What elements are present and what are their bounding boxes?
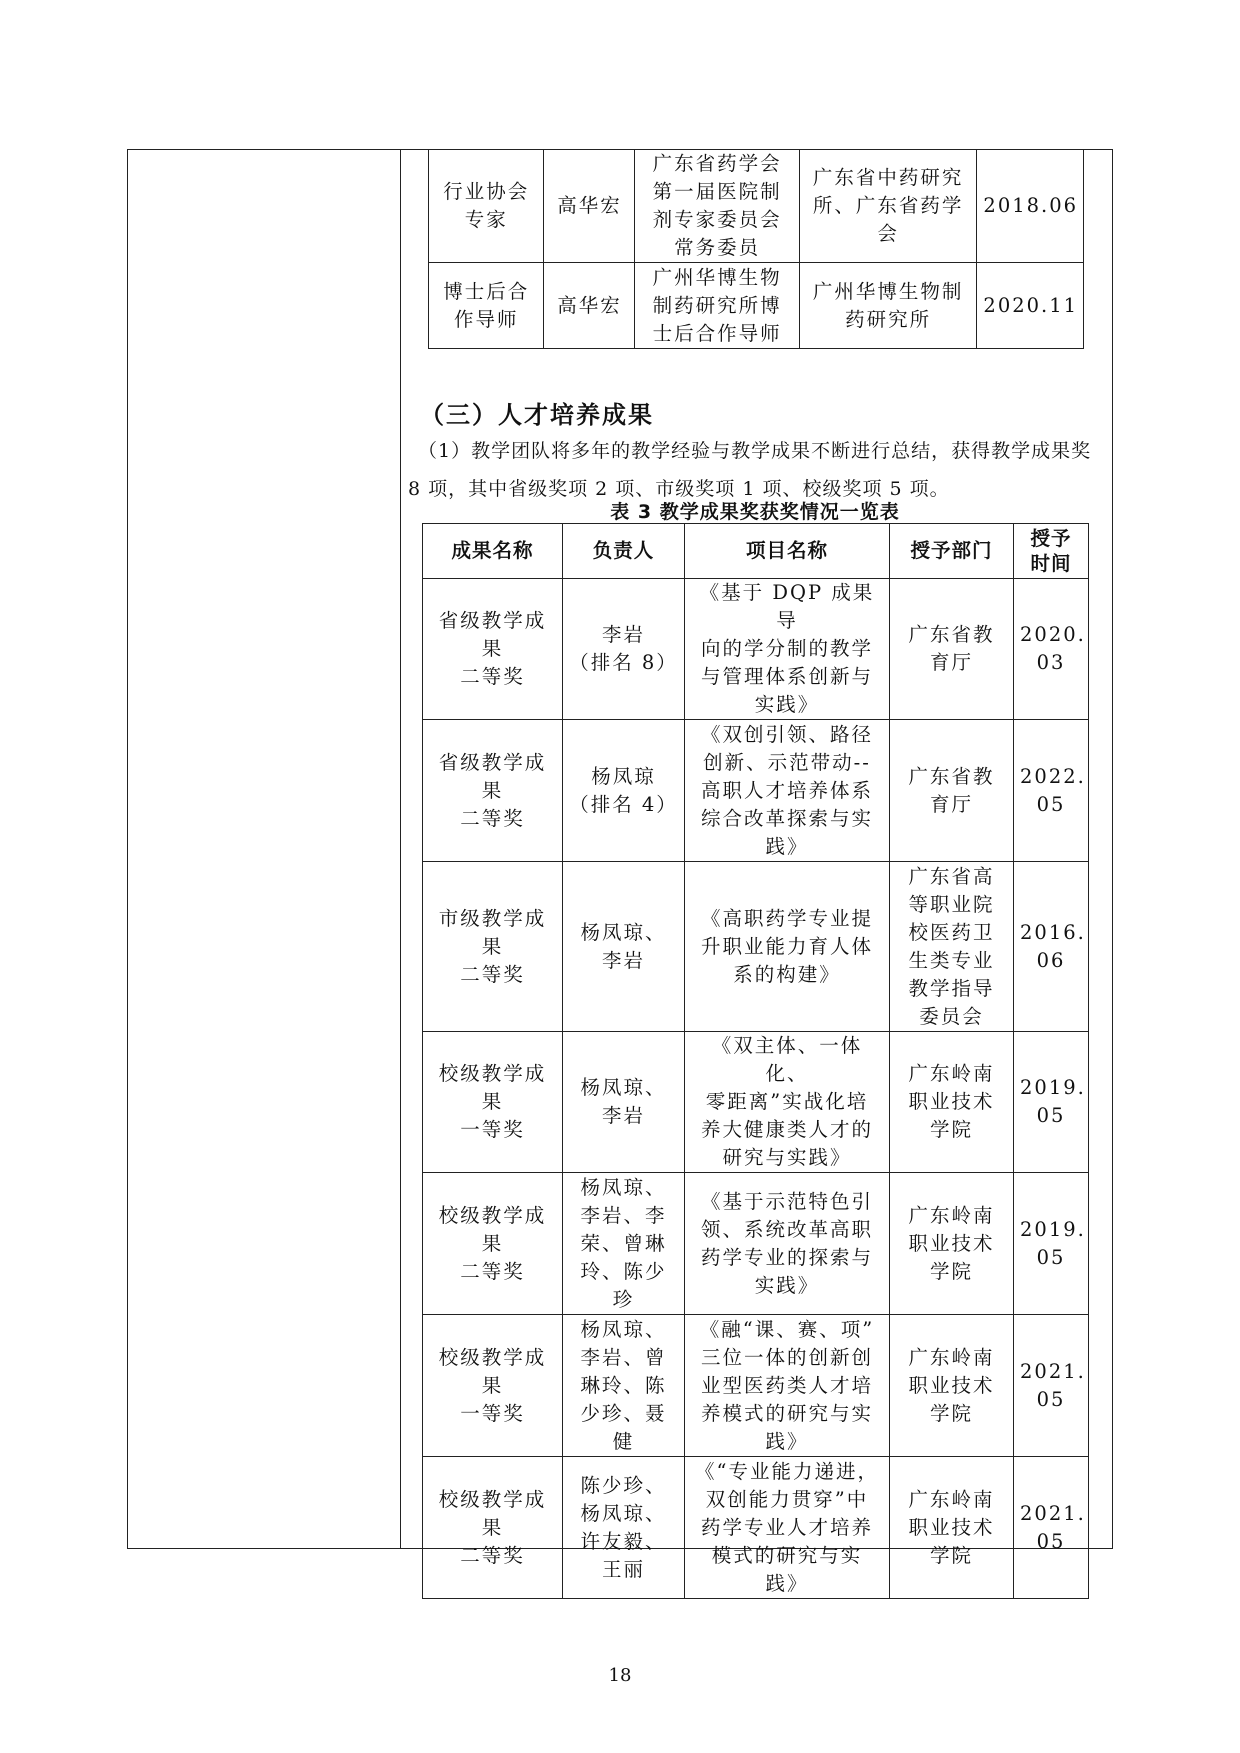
table-row xyxy=(423,1457,1089,1599)
award-cell: 市级教学成 果 二等奖 xyxy=(423,862,563,1032)
table-caption: 表 3 教学成果奖获奖情况一览表 xyxy=(610,501,900,523)
teaching-award-table xyxy=(422,523,1089,1599)
leader-cell: 杨凤琼、 李岩、曾 琳玲、陈 少珍、聂 健 xyxy=(563,1315,685,1457)
title-cell: 广州华博生物 制药研究所博 士后合作导师 xyxy=(635,263,799,349)
org-cell: 广州华博生物制 药研究所 xyxy=(799,263,977,349)
dept-cell: 广东省高 等职业院 校医药卫 生类专业 教学指导 委员会 xyxy=(890,862,1014,1032)
date-cell: 2019. 05 xyxy=(1014,1032,1089,1173)
project-cell: 《“专业能力递进， 双创能力贯穿”中 药学专业人才培养 模式的研究与实 践》 xyxy=(685,1457,890,1599)
award-cell: 校级教学成 果 一等奖 xyxy=(423,1315,563,1457)
date-cell: 2018.06 xyxy=(977,150,1084,263)
date-cell: 2020. 03 xyxy=(1014,579,1089,720)
award-cell: 省级教学成 果 二等奖 xyxy=(423,579,563,720)
org-cell: 广东省中药研究 所、广东省药学 会 xyxy=(799,150,977,263)
dept-cell: 广东岭南 职业技术 学院 xyxy=(890,1032,1014,1173)
date-cell: 2020.11 xyxy=(977,263,1084,349)
leader-cell: 杨凤琼、 李岩 xyxy=(563,862,685,1032)
header-leader: 负责人 xyxy=(563,524,685,579)
table-row xyxy=(429,263,1084,349)
dept-cell: 广东岭南 职业技术 学院 xyxy=(890,1457,1014,1599)
expert-role-table xyxy=(428,149,1084,349)
leader-cell: 杨凤琼、 李岩、李 荣、曾琳 玲、陈少 珍 xyxy=(563,1173,685,1315)
table-row xyxy=(423,1173,1089,1315)
project-cell: 《基于示范特色引 领、系统改革高职 药学专业的探索与 实践》 xyxy=(685,1173,890,1315)
date-cell: 2021. 05 xyxy=(1014,1457,1089,1599)
name-cell: 高华宏 xyxy=(544,263,635,349)
title-cell: 广东省药学会 第一届医院制 剂专家委员会 常务委员 xyxy=(635,150,799,263)
project-cell: 《双创引领、路径 创新、示范带动-- 高职人才培养体系 综合改革探索与实 践》 xyxy=(685,720,890,862)
table-header-row xyxy=(423,524,1089,579)
summary-paragraph: （1）教学团队将多年的教学经验与教学成果不断进行总结，获得教学成果奖 8 项，其中省级奖项 2 项、市级奖项 1 项、校级奖项 5 项。 xyxy=(408,440,1092,500)
dept-cell: 广东省教 育厅 xyxy=(890,579,1014,720)
role-cell: 行业协会 专家 xyxy=(429,150,544,263)
column-divider xyxy=(400,149,401,1549)
table-row xyxy=(423,720,1089,862)
table-row xyxy=(423,579,1089,720)
header-award-name: 成果名称 xyxy=(423,524,563,579)
project-cell: 《融“课、赛、项” 三位一体的创新创 业型医药类人才培 养模式的研究与实 践》 xyxy=(685,1315,890,1457)
date-cell: 2019. 05 xyxy=(1014,1173,1089,1315)
header-granting-dept: 授予部门 xyxy=(890,524,1014,579)
award-cell: 校级教学成 果 一等奖 xyxy=(423,1032,563,1173)
date-cell: 2016. 06 xyxy=(1014,862,1089,1032)
project-cell: 《双主体、一体化、 零距离”实战化培 养大健康类人才的 研究与实践》 xyxy=(685,1032,890,1173)
leader-cell: 陈少珍、 杨凤琼、 许友毅、 王丽 xyxy=(563,1457,685,1599)
table-row xyxy=(423,1315,1089,1457)
date-cell: 2021. 05 xyxy=(1014,1315,1089,1457)
dept-cell: 广东岭南 职业技术 学院 xyxy=(890,1315,1014,1457)
table-row xyxy=(423,1032,1089,1173)
leader-cell: 杨凤琼、 李岩 xyxy=(563,1032,685,1173)
award-cell: 省级教学成 果 二等奖 xyxy=(423,720,563,862)
header-project-name: 项目名称 xyxy=(685,524,890,579)
award-cell: 校级教学成 果 二等奖 xyxy=(423,1457,563,1599)
header-grant-date: 授予 时间 xyxy=(1014,524,1089,579)
table-row xyxy=(423,862,1089,1032)
date-cell: 2022. 05 xyxy=(1014,720,1089,862)
award-cell: 校级教学成 果 二等奖 xyxy=(423,1173,563,1315)
project-cell: 《基于 DQP 成果导 向的学分制的教学 与管理体系创新与 实践》 xyxy=(685,579,890,720)
table-row xyxy=(429,150,1084,263)
leader-cell: 杨凤琼 （排名 4） xyxy=(563,720,685,862)
dept-cell: 广东省教 育厅 xyxy=(890,720,1014,862)
project-cell: 《高职药学专业提 升职业能力育人体 系的构建》 xyxy=(685,862,890,1032)
role-cell: 博士后合 作导师 xyxy=(429,263,544,349)
name-cell: 高华宏 xyxy=(544,150,635,263)
section-heading: （三）人才培养成果 xyxy=(420,401,654,429)
page-number: 18 xyxy=(608,1665,632,1686)
dept-cell: 广东岭南 职业技术 学院 xyxy=(890,1173,1014,1315)
leader-cell: 李岩 （排名 8） xyxy=(563,579,685,720)
